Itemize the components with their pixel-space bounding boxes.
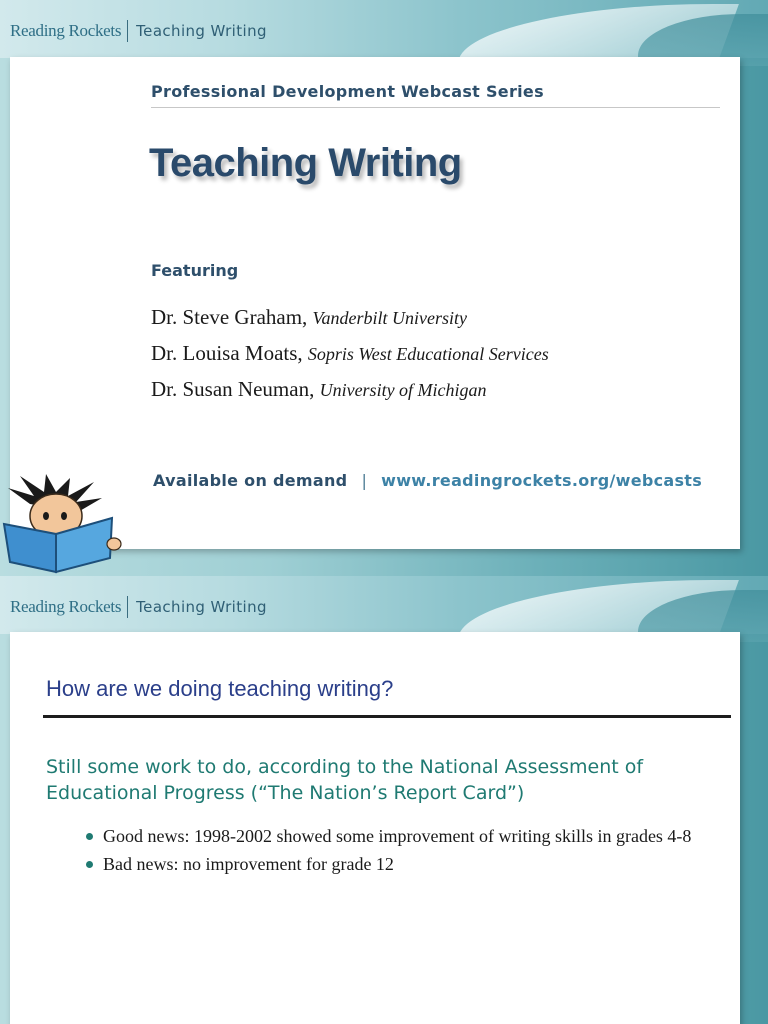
list-item (86, 853, 706, 875)
brand-divider (127, 596, 128, 618)
heading-divider (43, 715, 731, 718)
series-divider (151, 107, 720, 108)
list-item (86, 825, 706, 847)
intro-text: Still some work to do, according to the National Assessment of Educational Progress (“The Nation’s Report Card”) (46, 756, 644, 804)
availability-line (153, 471, 702, 490)
availability-text: Available on demand (153, 471, 348, 490)
header-banner (0, 576, 768, 634)
speaker-line: Dr. Louisa Moats, Sopris West Educational Services (151, 341, 549, 365)
bullet-list (86, 825, 706, 881)
brand-logo: Reading Rockets (10, 21, 122, 40)
speaker-affiliation: Vanderbilt University (312, 308, 468, 328)
content-card (10, 632, 740, 1024)
series-label: Professional Development Webcast Series (151, 82, 544, 101)
speaker-line: Dr. Susan Neuman, University of Michigan (151, 377, 487, 401)
featuring-label: Featuring (151, 261, 239, 280)
bullet-text: Good news: 1998-2002 showed some improvement of writing skills in grades 4-8 (103, 826, 692, 846)
speaker-affiliation: Sopris West Educational Services (307, 344, 549, 364)
slide-heading: How are we doing teaching writing? (46, 676, 394, 701)
speaker-name: Dr. Steve Graham (151, 305, 303, 329)
speaker-line: Dr. Steve Graham, Vanderbilt University (151, 305, 468, 329)
page-title: Teaching Writing (149, 141, 462, 185)
content-slide (0, 576, 768, 1024)
reading-kid-illustration (0, 474, 130, 574)
header-banner (0, 0, 768, 58)
speaker-affiliation: University of Michigan (319, 380, 487, 400)
brand-subtitle: Teaching Writing (136, 598, 267, 616)
bullet-dot-icon (86, 833, 93, 840)
speaker-name: Dr. Susan Neuman (151, 377, 310, 401)
bullet-text: Bad news: no improvement for grade 12 (103, 854, 394, 874)
bullet-dot-icon (86, 861, 93, 868)
brand-divider (127, 20, 128, 42)
brand-lockup (10, 18, 267, 44)
availability-separator: | (361, 471, 368, 490)
webcast-link[interactable]: www.readingrockets.org/webcasts (381, 471, 703, 490)
brand-subtitle: Teaching Writing (136, 22, 267, 40)
brand-logo: Reading Rockets (10, 597, 122, 616)
brand-lockup (10, 594, 267, 620)
speaker-name: Dr. Louisa Moats (151, 341, 298, 365)
